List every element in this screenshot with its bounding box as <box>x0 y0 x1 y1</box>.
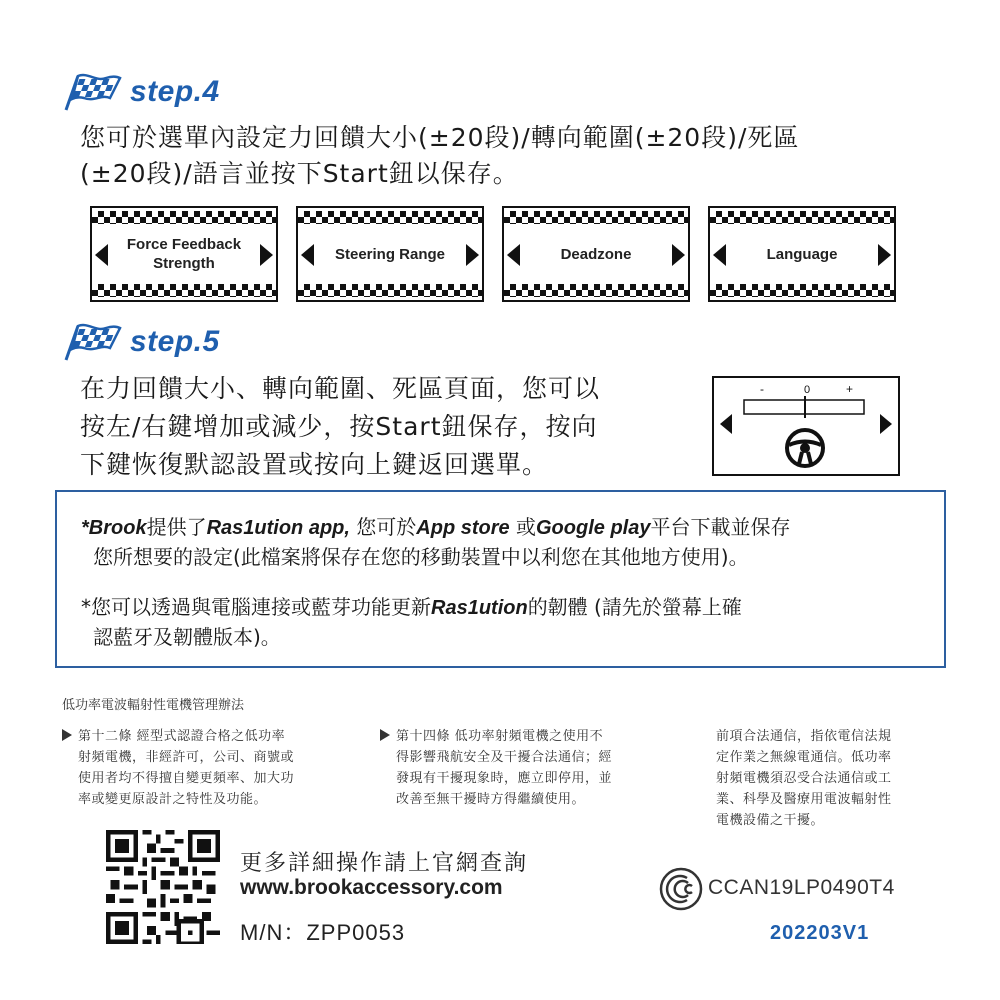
certification-number: CCAN19LP0490T4 <box>708 876 895 899</box>
checker-border <box>710 284 894 297</box>
menu-item-force-feedback <box>90 206 278 302</box>
step4-title: step.4 <box>130 75 220 108</box>
checker-border <box>504 284 688 297</box>
left-arrow-icon <box>95 244 108 266</box>
checkered-flag-icon <box>62 322 122 362</box>
left-arrow-icon <box>507 244 520 266</box>
slider-zero-label: 0 <box>804 384 811 396</box>
qr-code-icon[interactable] <box>106 830 220 944</box>
checkered-flag-icon <box>62 72 122 112</box>
app-store-name: App store <box>416 517 510 539</box>
checker-border <box>710 211 894 224</box>
step5-title: step.5 <box>130 325 220 358</box>
app-name: Ras1ution app, <box>206 517 350 539</box>
slider-minus-label: - <box>760 382 764 396</box>
right-arrow-icon <box>260 244 273 266</box>
slider-plus-label: + <box>846 382 854 396</box>
right-arrow-icon <box>880 414 892 434</box>
step5-text-line2: 按左/右鍵增加或減少，按Start鈕保存，按向 <box>80 412 598 441</box>
step4-text-line1: 您可於選單內設定力回饋大小(±20段)/轉向範圍(±20段)/死區 <box>80 123 800 152</box>
step5-text-line3: 下鍵恢復默認設置或按向上鍵返回選單。 <box>80 450 549 479</box>
notes-box <box>55 490 946 668</box>
step5-text-line1: 在力回饋大小、轉向範圍、死區頁面，您可以 <box>80 374 601 403</box>
regulation-definition: 前項合法通信，指依電信法規 定作業之無線電通信。低功率 射頻電機須忍受合法通信或工 業、科學及醫療用電波輻射性 電機設備之干擾。 <box>716 729 892 828</box>
step4-header <box>62 72 220 112</box>
right-arrow-icon <box>466 244 479 266</box>
menu-item-language <box>708 206 896 302</box>
model-number: M/N：ZPP0053 <box>240 920 406 945</box>
checker-border <box>298 211 482 224</box>
rcm-compliance-mark-icon <box>658 866 704 912</box>
regulation-article-14: 第十四條 低功率射頻電機之使用不 得影響飛航安全及干擾合法通信；經 發現有干擾現象時，應立即停用，並 改善至無干擾時方得繼續使用。 <box>380 726 612 810</box>
adjustment-slider-graphic <box>714 378 898 474</box>
right-arrow-icon <box>672 244 685 266</box>
checker-border <box>92 211 276 224</box>
version-code: 202203V1 <box>770 922 870 944</box>
step4-description <box>80 120 799 192</box>
step5-header <box>62 322 220 362</box>
menu-item-deadzone <box>502 206 690 302</box>
google-play-name: Google play <box>536 517 651 539</box>
right-arrow-icon <box>878 244 891 266</box>
note-app-line2: 您所想要的設定(此檔案將保存在您的移動裝置中以利您在其他地方使用)。 <box>93 545 749 569</box>
more-info-text: 更多詳細操作請上官網查詢 <box>240 851 529 876</box>
note-app-line1: *Brook提供了Ras1ution app, 您可於App store 或Google play平台下載並保存 <box>81 515 791 539</box>
step5-description <box>80 370 600 484</box>
left-arrow-icon <box>301 244 314 266</box>
website-link[interactable]: www.brookaccessory.com <box>240 876 503 899</box>
ras1ution-name: Ras1ution <box>431 597 528 619</box>
checker-border <box>298 284 482 297</box>
note-firmware-line1: *您可以透過與電腦連接或藍芽功能更新Ras1ution的韌體 (請先於螢幕上確 <box>81 595 742 619</box>
left-arrow-icon <box>720 414 732 434</box>
triangle-bullet-icon <box>380 729 390 741</box>
regulation-article-12: 第十二條 經型式認證合格之低功率 射頻電機，非經許可，公司、商號或 使用者均不得擅自變更頻率、加大功 率或變更原設計之特性及功能。 <box>62 726 294 810</box>
menu-item-label: Force Feedback Strength <box>126 236 242 272</box>
step4-text-line2: (±20段)/語言並按下Start鈕以保存。 <box>80 159 519 188</box>
menu-item-label: Language <box>766 245 838 263</box>
adjustment-screen-illustration <box>712 376 900 476</box>
left-arrow-icon <box>713 244 726 266</box>
steering-wheel-icon <box>787 430 823 466</box>
checker-border <box>504 211 688 224</box>
note-firmware-line2: 認藍牙及韌體版本)。 <box>93 625 281 649</box>
triangle-bullet-icon <box>62 729 72 741</box>
menu-item-steering-range <box>296 206 484 302</box>
menu-item-label: Deadzone <box>560 245 632 263</box>
menu-item-label: Steering Range <box>334 245 446 263</box>
checker-border <box>92 284 276 297</box>
brand-name: *Brook <box>81 517 147 539</box>
regulation-title: 低功率電波輻射性電機管理辦法 <box>62 698 245 713</box>
